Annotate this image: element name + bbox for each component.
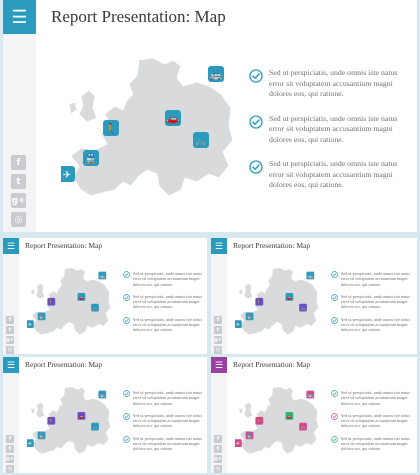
twitter-icon[interactable]: t <box>6 326 14 334</box>
svg-text:🚗: 🚗 <box>286 413 293 420</box>
svg-text:🚌: 🚌 <box>99 273 106 280</box>
bullet-item <box>331 390 413 406</box>
social-icons <box>11 155 26 227</box>
car-icon <box>165 110 181 126</box>
europe-island <box>239 289 243 295</box>
svg-text:🚆: 🚆 <box>38 433 45 440</box>
bullet-list <box>249 68 399 205</box>
bullet-text: Sed ut perspiciatis, unde omnis iste natus error sit voluptatem accusantium magni dolores eos, qui ratione. <box>133 390 202 406</box>
train-icon <box>38 431 46 439</box>
instagram-icon[interactable]: ◎ <box>11 212 26 227</box>
svg-text:🚶: 🚶 <box>256 418 263 425</box>
bullet-item <box>249 68 399 100</box>
car-icon <box>286 293 294 301</box>
airplane-icon <box>27 320 34 328</box>
facebook-icon[interactable]: f <box>11 155 26 170</box>
bullet-text: Sed ut perspiciatis, unde omnis iste natus error sit voluptatem accusantium magni dolores eos, qui ratione. <box>341 293 410 310</box>
bullet-text: Sed ut perspiciatis, unde omnis iste natus error sit voluptatem accusantium magni dolores eos, qui ratione. <box>133 412 202 429</box>
check-circle-icon <box>249 69 263 83</box>
europe-map <box>235 385 320 457</box>
hiker-icon <box>255 417 263 425</box>
facebook-icon[interactable]: f <box>214 316 222 324</box>
svg-text:🚌: 🚌 <box>307 273 314 280</box>
bullet-item <box>331 317 413 333</box>
svg-text:🚶: 🚶 <box>48 299 55 306</box>
bus-icon <box>306 272 314 280</box>
svg-text:✈: ✈ <box>235 322 240 329</box>
svg-text:🚲: 🚲 <box>299 424 307 431</box>
menu-icon: ☰ <box>3 357 19 373</box>
check-circle-icon <box>249 115 263 129</box>
main-slide <box>3 0 417 232</box>
slide-title: Report Presentation: Map <box>25 360 103 369</box>
svg-text:🚲: 🚲 <box>91 424 99 431</box>
check-circle-icon <box>249 160 263 174</box>
social-icons <box>6 435 14 473</box>
check-circle-icon <box>331 413 338 420</box>
train-icon <box>83 150 99 166</box>
bullet-item <box>123 390 205 406</box>
bicycle-icon <box>299 304 307 312</box>
europe-island <box>244 283 253 299</box>
svg-text:🚆: 🚆 <box>246 433 253 440</box>
bullet-text: Sed ut perspiciatis, unde omnis iste natus error sit voluptatem accusantium magni dolores eos, qui ratione. <box>269 159 398 189</box>
slide-title: Report Presentation: Map <box>233 360 311 369</box>
bullet-item <box>123 317 205 333</box>
menu-icon: ☰ <box>211 238 227 254</box>
svg-text:🚲: 🚲 <box>194 136 208 147</box>
car-icon <box>286 412 294 420</box>
bicycle-icon <box>91 423 99 431</box>
thumbnail-slide-4[interactable] <box>211 357 417 473</box>
slide-title: Report Presentation: Map <box>233 241 311 250</box>
train-icon <box>246 312 254 320</box>
svg-text:✈: ✈ <box>27 322 32 329</box>
instagram-icon[interactable]: ◎ <box>7 347 13 353</box>
google-plus-icon[interactable]: g+ <box>214 337 222 343</box>
google-plus-icon[interactable]: g+ <box>6 337 14 343</box>
airplane-icon <box>27 439 34 447</box>
twitter-icon[interactable]: t <box>6 445 14 453</box>
bullet-list <box>123 271 205 340</box>
bus-icon <box>98 272 106 280</box>
svg-text:✈: ✈ <box>27 441 32 448</box>
svg-text:🚗: 🚗 <box>78 413 85 420</box>
svg-text:🚆: 🚆 <box>84 154 98 165</box>
europe-map <box>235 266 320 338</box>
bullet-list <box>331 271 413 340</box>
twitter-icon[interactable]: t <box>214 326 222 334</box>
europe-island <box>36 283 45 299</box>
hiker-icon <box>255 298 263 306</box>
train-icon <box>38 312 46 320</box>
bullet-text: Sed ut perspiciatis, unde omnis iste natus error sit voluptatem accusantium magni dolores eos, qui ratione. <box>133 293 202 310</box>
google-plus-icon[interactable]: g+ <box>6 456 14 462</box>
europe-map <box>27 385 112 457</box>
europe-island <box>31 289 35 295</box>
svg-text:🚶: 🚶 <box>256 299 263 306</box>
bicycle-icon <box>91 304 99 312</box>
check-circle-icon <box>123 436 130 443</box>
check-circle-icon <box>331 317 338 324</box>
twitter-icon[interactable]: t <box>214 445 222 453</box>
bullet-item <box>331 294 413 310</box>
airplane-icon <box>61 166 75 182</box>
thumbnail-slide-3[interactable] <box>3 357 207 473</box>
menu-icon: ☰ <box>211 357 227 373</box>
europe-island <box>239 408 243 414</box>
europe-island <box>79 90 97 122</box>
svg-text:🚆: 🚆 <box>38 314 45 321</box>
svg-text:🚗: 🚗 <box>166 114 180 125</box>
bus-icon <box>98 391 106 399</box>
bullet-item <box>331 436 413 452</box>
bullet-text: Sed ut perspiciatis, unde omnis iste natus error sit voluptatem accusantium magni dolores eos, qui ratione. <box>269 113 398 144</box>
svg-text:✈: ✈ <box>62 170 72 181</box>
bullet-text: Sed ut perspiciatis, unde omnis iste natus error sit voluptatem accusantium magni dolores eos, qui ratione. <box>269 68 398 98</box>
facebook-icon[interactable]: f <box>214 435 222 443</box>
train-icon <box>246 431 254 439</box>
slide-title: Report Presentation: Map <box>25 241 103 250</box>
europe-map <box>61 56 236 201</box>
bus-icon <box>208 66 224 82</box>
instagram-icon[interactable]: ◎ <box>7 466 13 472</box>
menu-icon: ☰ <box>3 238 19 254</box>
svg-text:✈: ✈ <box>235 441 240 448</box>
bicycle-icon <box>193 132 209 148</box>
facebook-icon[interactable]: f <box>6 435 14 443</box>
bullet-item <box>123 413 205 429</box>
social-icons <box>214 316 222 354</box>
bullet-item <box>249 159 399 191</box>
svg-text:🚌: 🚌 <box>307 392 314 399</box>
svg-text:🚌: 🚌 <box>99 392 106 399</box>
bullet-item <box>123 271 205 287</box>
bullet-list <box>331 390 413 459</box>
bullet-text: Sed ut perspiciatis, unde omnis iste natus error sit voluptatem accusantium magni dolores eos, qui ratione. <box>133 316 202 333</box>
bullet-text: Sed ut perspiciatis, unde omnis iste natus error sit voluptatem accusantium magni dolores eos, qui ratione. <box>133 271 202 287</box>
check-circle-icon <box>123 271 130 278</box>
social-icons <box>6 316 14 354</box>
svg-text:🚲: 🚲 <box>91 305 99 312</box>
bullet-text: Sed ut perspiciatis, unde omnis iste natus error sit voluptatem accusantium magni dolores eos, qui ratione. <box>133 435 202 452</box>
thumbnail-slide-1[interactable] <box>3 238 207 354</box>
instagram-icon[interactable]: ◎ <box>215 347 221 353</box>
europe-map <box>27 266 112 338</box>
bullet-item <box>249 114 399 146</box>
airplane-icon <box>235 320 242 328</box>
bullet-item <box>331 271 413 287</box>
bullet-list <box>123 390 205 459</box>
check-circle-icon <box>331 436 338 443</box>
bullet-text: Sed ut perspiciatis, unde omnis iste natus error sit voluptatem accusantium magni dolores eos, qui ratione. <box>341 271 410 287</box>
twitter-icon[interactable]: t <box>11 174 26 189</box>
bullet-text: Sed ut perspiciatis, unde omnis iste natus error sit voluptatem accusantium magni dolores eos, qui ratione. <box>341 412 410 429</box>
svg-text:🚶: 🚶 <box>104 124 118 135</box>
europe-island <box>69 102 77 114</box>
svg-text:🚆: 🚆 <box>246 314 253 321</box>
europe-island <box>36 402 45 418</box>
car-icon <box>78 412 86 420</box>
hiker-icon <box>103 120 119 136</box>
svg-text:🚗: 🚗 <box>286 294 293 301</box>
bullet-item <box>331 413 413 429</box>
menu-icon[interactable]: ☰ <box>3 0 36 34</box>
bicycle-icon <box>299 423 307 431</box>
car-icon <box>78 293 86 301</box>
hiker-icon <box>47 298 55 306</box>
thumbnail-slide-2[interactable] <box>211 238 417 354</box>
slide-title: Report Presentation: Map <box>51 7 226 26</box>
bullet-item <box>123 294 205 310</box>
bullet-text: Sed ut perspiciatis, unde omnis iste natus error sit voluptatem accusantium magni dolores eos, qui ratione. <box>341 390 410 406</box>
bullet-text: Sed ut perspiciatis, unde omnis iste natus error sit voluptatem accusantium magni dolores eos, qui ratione. <box>341 435 410 452</box>
svg-text:🚗: 🚗 <box>78 294 85 301</box>
google-plus-icon[interactable]: g+ <box>11 193 26 208</box>
bus-icon <box>306 391 314 399</box>
check-circle-icon <box>123 390 130 397</box>
check-circle-icon <box>123 413 130 420</box>
hiker-icon <box>47 417 55 425</box>
social-icons <box>214 435 222 473</box>
check-circle-icon <box>331 294 338 301</box>
svg-text:🚌: 🚌 <box>209 70 223 81</box>
check-circle-icon <box>123 317 130 324</box>
svg-text:🚶: 🚶 <box>48 418 55 425</box>
bullet-item <box>123 436 205 452</box>
svg-text:🚲: 🚲 <box>299 305 307 312</box>
bullet-text: Sed ut perspiciatis, unde omnis iste natus error sit voluptatem accusantium magni dolores eos, qui ratione. <box>341 316 410 333</box>
europe-island <box>31 408 35 414</box>
airplane-icon <box>235 439 242 447</box>
check-circle-icon <box>331 390 338 397</box>
check-circle-icon <box>123 294 130 301</box>
google-plus-icon[interactable]: g+ <box>214 456 222 462</box>
check-circle-icon <box>331 271 338 278</box>
facebook-icon[interactable]: f <box>6 316 14 324</box>
europe-island <box>244 402 253 418</box>
instagram-icon[interactable]: ◎ <box>215 466 221 472</box>
